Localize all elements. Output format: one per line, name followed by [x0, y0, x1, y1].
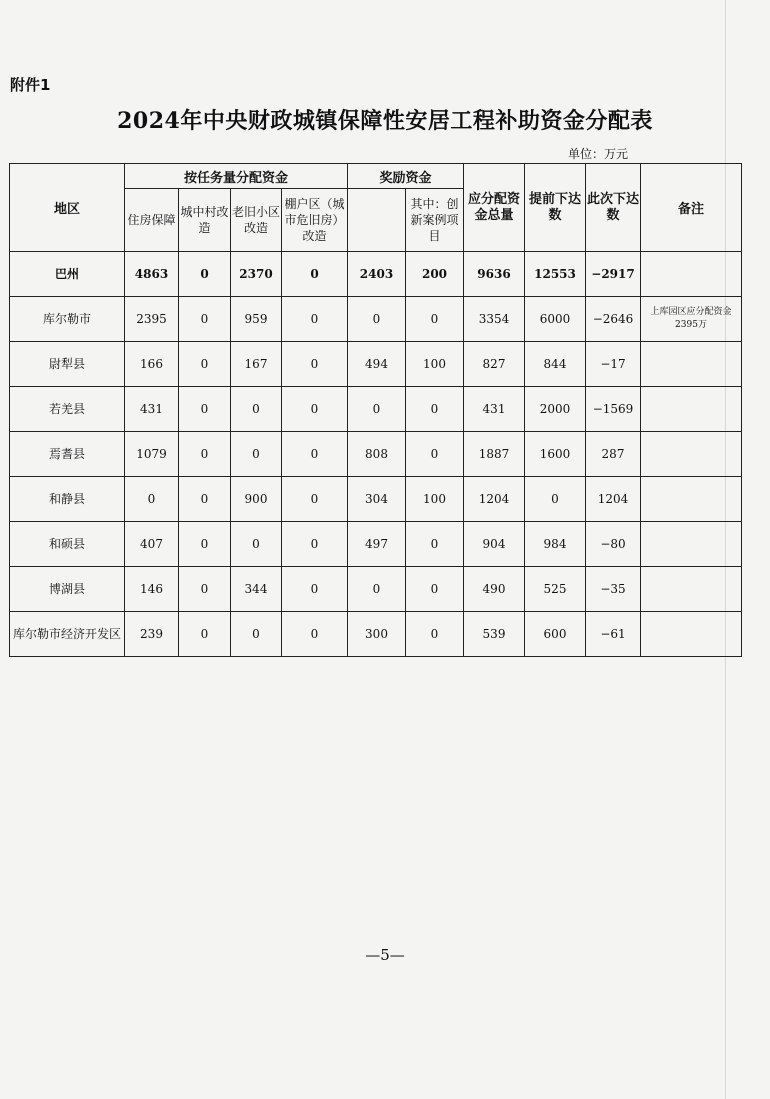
cell-current: −80 — [586, 522, 641, 567]
cell-current: −2646 — [586, 297, 641, 342]
table-row — [10, 297, 742, 342]
table-row — [10, 252, 742, 297]
cell-housing: 4863 — [125, 252, 179, 297]
cell-region: 博湖县 — [10, 567, 125, 612]
cell-region: 库尔勒市经济开发区 — [10, 612, 125, 657]
header-old-community: 老旧小区改造 — [231, 189, 282, 252]
header-advance: 提前下达数 — [525, 164, 586, 252]
page-number: —5— — [365, 946, 405, 964]
cell-old-community: 900 — [231, 477, 282, 522]
cell-shanty: 0 — [282, 252, 348, 297]
cell-advance: 525 — [525, 567, 586, 612]
cell-old-community: 344 — [231, 567, 282, 612]
header-housing: 住房保障 — [125, 189, 179, 252]
cell-remark — [641, 522, 742, 567]
cell-shanty: 0 — [282, 297, 348, 342]
header-innovation: 其中：创新案例项目 — [406, 189, 464, 252]
cell-housing: 431 — [125, 387, 179, 432]
cell-current: −2917 — [586, 252, 641, 297]
cell-total: 904 — [464, 522, 525, 567]
header-task-allocation: 按任务量分配资金 — [125, 164, 348, 189]
cell-remark — [641, 432, 742, 477]
cell-urban-village: 0 — [179, 567, 231, 612]
header-reward-total — [348, 189, 406, 252]
cell-advance: 600 — [525, 612, 586, 657]
header-current: 此次下达数 — [586, 164, 641, 252]
cell-innovation: 0 — [406, 432, 464, 477]
cell-remark — [641, 477, 742, 522]
attachment-label: 附件1 — [10, 76, 51, 94]
cell-reward: 808 — [348, 432, 406, 477]
cell-reward: 497 — [348, 522, 406, 567]
cell-current: −1569 — [586, 387, 641, 432]
cell-shanty: 0 — [282, 387, 348, 432]
header-remark: 备注 — [641, 164, 742, 252]
cell-advance: 12553 — [525, 252, 586, 297]
cell-shanty: 0 — [282, 612, 348, 657]
allocation-table — [9, 163, 742, 657]
cell-total: 431 — [464, 387, 525, 432]
cell-total: 539 — [464, 612, 525, 657]
cell-urban-village: 0 — [179, 432, 231, 477]
cell-shanty: 0 — [282, 342, 348, 387]
cell-shanty: 0 — [282, 432, 348, 477]
cell-total: 1887 — [464, 432, 525, 477]
header-shanty: 棚户区（城市危旧房）改造 — [282, 189, 348, 252]
cell-old-community: 0 — [231, 612, 282, 657]
cell-reward: 2403 — [348, 252, 406, 297]
header-row-groups — [10, 164, 742, 189]
cell-current: 287 — [586, 432, 641, 477]
cell-urban-village: 0 — [179, 522, 231, 567]
table-body — [10, 252, 742, 657]
cell-housing: 146 — [125, 567, 179, 612]
table-row — [10, 612, 742, 657]
cell-reward: 0 — [348, 387, 406, 432]
cell-remark — [641, 252, 742, 297]
header-urban-village: 城中村改造 — [179, 189, 231, 252]
cell-housing: 239 — [125, 612, 179, 657]
cell-total: 827 — [464, 342, 525, 387]
cell-reward: 0 — [348, 297, 406, 342]
cell-region: 和静县 — [10, 477, 125, 522]
cell-old-community: 959 — [231, 297, 282, 342]
cell-region: 巴州 — [10, 252, 125, 297]
cell-shanty: 0 — [282, 477, 348, 522]
cell-innovation: 200 — [406, 252, 464, 297]
cell-old-community: 2370 — [231, 252, 282, 297]
cell-remark — [641, 387, 742, 432]
cell-current: 1204 — [586, 477, 641, 522]
cell-housing: 2395 — [125, 297, 179, 342]
cell-region: 焉耆县 — [10, 432, 125, 477]
cell-innovation: 0 — [406, 612, 464, 657]
cell-advance: 2000 — [525, 387, 586, 432]
table-row — [10, 387, 742, 432]
cell-remark — [641, 567, 742, 612]
cell-old-community: 0 — [231, 432, 282, 477]
cell-housing: 166 — [125, 342, 179, 387]
table-row — [10, 567, 742, 612]
cell-advance: 984 — [525, 522, 586, 567]
cell-innovation: 0 — [406, 567, 464, 612]
cell-region: 若羌县 — [10, 387, 125, 432]
cell-advance: 844 — [525, 342, 586, 387]
cell-shanty: 0 — [282, 567, 348, 612]
cell-remark — [641, 612, 742, 657]
cell-urban-village: 0 — [179, 387, 231, 432]
cell-old-community: 0 — [231, 522, 282, 567]
cell-total: 1204 — [464, 477, 525, 522]
cell-total: 3354 — [464, 297, 525, 342]
cell-advance: 6000 — [525, 297, 586, 342]
table-row — [10, 477, 742, 522]
header-reward: 奖励资金 — [348, 164, 464, 189]
cell-remark — [641, 342, 742, 387]
cell-current: −17 — [586, 342, 641, 387]
table-row — [10, 522, 742, 567]
cell-urban-village: 0 — [179, 297, 231, 342]
cell-housing: 407 — [125, 522, 179, 567]
cell-advance: 1600 — [525, 432, 586, 477]
cell-remark: 上库园区应分配资金2395万 — [641, 297, 742, 342]
cell-housing: 1079 — [125, 432, 179, 477]
cell-housing: 0 — [125, 477, 179, 522]
cell-current: −61 — [586, 612, 641, 657]
cell-urban-village: 0 — [179, 252, 231, 297]
cell-innovation: 100 — [406, 477, 464, 522]
cell-reward: 300 — [348, 612, 406, 657]
cell-total: 9636 — [464, 252, 525, 297]
table-row — [10, 342, 742, 387]
table-row — [10, 432, 742, 477]
cell-reward: 304 — [348, 477, 406, 522]
cell-reward: 494 — [348, 342, 406, 387]
cell-innovation: 100 — [406, 342, 464, 387]
cell-region: 库尔勒市 — [10, 297, 125, 342]
page-title: 2024年中央财政城镇保障性安居工程补助资金分配表 — [117, 108, 653, 134]
cell-urban-village: 0 — [179, 612, 231, 657]
cell-innovation: 0 — [406, 522, 464, 567]
cell-region: 和硕县 — [10, 522, 125, 567]
header-total: 应分配资金总量 — [464, 164, 525, 252]
cell-urban-village: 0 — [179, 342, 231, 387]
cell-old-community: 0 — [231, 387, 282, 432]
cell-region: 尉犁县 — [10, 342, 125, 387]
cell-shanty: 0 — [282, 522, 348, 567]
unit-label: 单位：万元 — [568, 147, 629, 161]
cell-advance: 0 — [525, 477, 586, 522]
cell-innovation: 0 — [406, 297, 464, 342]
cell-total: 490 — [464, 567, 525, 612]
cell-current: −35 — [586, 567, 641, 612]
cell-urban-village: 0 — [179, 477, 231, 522]
cell-old-community: 167 — [231, 342, 282, 387]
header-region: 地区 — [10, 164, 125, 252]
cell-innovation: 0 — [406, 387, 464, 432]
cell-reward: 0 — [348, 567, 406, 612]
